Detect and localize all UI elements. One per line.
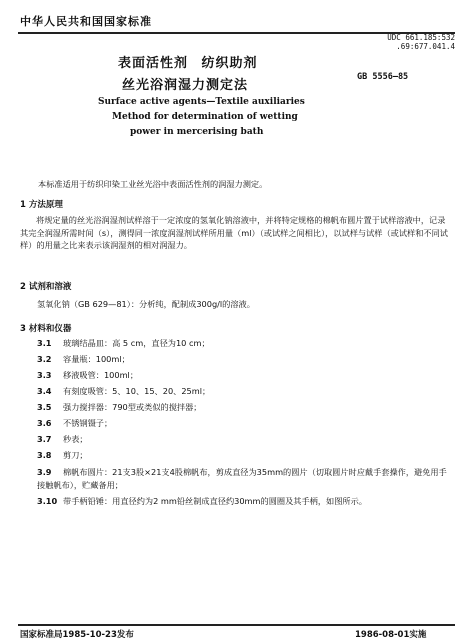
item-number: 3.4 [37, 386, 52, 396]
item-number: 3.7 [37, 434, 52, 444]
list-item [37, 402, 201, 413]
item-number: 3.2 [37, 354, 52, 364]
item-text: 带手柄铅锤：用直径约为2 mm铅丝制成直径约30mm的圆圈及其手柄，如图所示。 [63, 496, 367, 506]
section-1-heading: 1 方法原理 [20, 200, 63, 210]
list-item [37, 386, 210, 397]
item-text: 有刻度吸管：5、10、15、20、25ml； [63, 386, 211, 396]
item-number: 3.6 [37, 418, 52, 428]
effective-date: 1986-08-01实施 [355, 630, 427, 640]
intro-paragraph: 本标准适用于纺织印染工业丝光浴中表面活性剂的润湿力测定。 [38, 179, 268, 189]
item-text: 棉帆布圆片：21支3股×21支4股棉帆布，剪成直径为35mm的圆片（切取圆片时应戴手套操作，避免用手接触帆布），贮藏备用； [37, 467, 447, 490]
item-number: 3.5 [37, 402, 52, 412]
item-number: 3.3 [37, 370, 52, 380]
list-item [37, 338, 210, 349]
item-text: 容量瓶：100ml； [63, 354, 130, 364]
title-en-line-3: power in mercerising bath [130, 127, 264, 137]
item-text: 强力搅拌器：790型或类似的搅拌器； [63, 402, 202, 412]
section-2-body: 氢氧化钠（GB 629—81）：分析纯，配制成300g/l的溶液。 [37, 299, 255, 309]
item-text: 剪刀； [63, 450, 88, 460]
title-en-line-2: Method for determination of wetting [112, 112, 298, 122]
udc-code: UDC 661.185:532 .69:677.041.4 [387, 33, 455, 51]
item-number: 3.8 [37, 450, 52, 460]
item-number: 3.9 [37, 467, 52, 477]
list-item [37, 434, 88, 445]
list-item [37, 450, 88, 461]
title-en-line-1: Surface active agents—Textile auxiliaries [98, 97, 305, 107]
section-1-body: 将规定量的丝光浴润湿剂试样溶于一定浓度的氢氧化钠溶液中，并将特定规格的棉帆布圆片置于试样溶液中，记录其完全润湿所需时间（s），测得同一浓度润湿剂试样所用量（ml）（或试样之间相比），以试样与试样（或试样和不同试样）的用量之比来表示该润湿剂的相对润湿力。 [20, 215, 448, 250]
item-number: 3.1 [37, 338, 52, 348]
item-text: 移液吸管：100ml； [63, 370, 139, 380]
issue-date: 国家标准局1985-10-23发布 [20, 630, 134, 640]
item-number: 3.10 [37, 496, 58, 506]
title-cn-line-2: 丝光浴润湿力测定法 [122, 78, 249, 93]
section-2-heading: 2 试剂和溶液 [20, 282, 72, 292]
list-item [37, 466, 453, 491]
list-item [37, 496, 367, 507]
footer-rule [18, 624, 455, 626]
item-text: 不锈钢镊子； [63, 418, 113, 428]
list-item [37, 418, 112, 429]
item-text: 玻璃结晶皿：高 5 cm，直径为10 cm； [63, 338, 210, 348]
gb-number: GB 5556—85 [357, 72, 409, 82]
title-cn-line-1: 表面活性剂 纺织助剂 [118, 56, 258, 71]
section-3-heading: 3 材料和仪器 [20, 324, 72, 334]
list-item [37, 370, 138, 381]
item-text: 秒表； [63, 434, 88, 444]
list-item [37, 354, 130, 365]
standard-top-title: 中华人民共和国国家标准 [20, 15, 152, 28]
